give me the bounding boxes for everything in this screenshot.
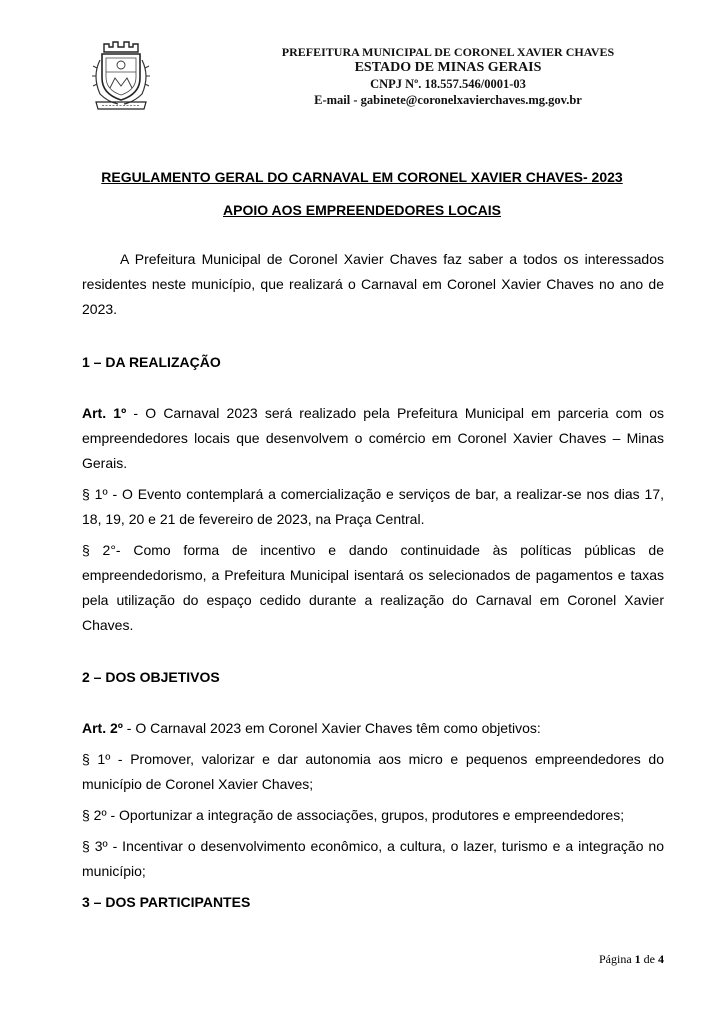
page-footer [599,952,664,967]
page-total: 4 [658,952,664,966]
section-heading-realizacao: 1 – DA REALIZAÇÃO [82,354,221,370]
municipality-name: PREFEITURA MUNICIPAL DE CORONEL XAVIER CHAVES [281,45,615,59]
article-label: Art. 2º [82,720,123,736]
page-label: Página [599,952,632,966]
article-text: - O Carnaval 2023 em Coronel Xavier Chaves têm como objetivos: [122,720,541,736]
document-body [82,247,664,941]
section-heading-objetivos: 2 – DOS OBJETIVOS [82,669,220,685]
state-name: ESTADO DE MINAS GERAIS [354,60,542,75]
article-2 [82,716,664,741]
article-1-paragraph-1: § 1º - O Evento contemplará a comercialização e serviços de bar, a realizar-se nos dias 17, 18, 19, 20 e 21 de fevereiro de 2023, na Praça Central. [82,486,664,527]
cnpj: CNPJ Nº. 18.557.546/0001-03 [370,77,526,91]
email: E-mail - gabinete@coronelxavierchaves.mg.gov.br [314,93,582,107]
article-1 [82,401,664,476]
document-title: REGULAMENTO GERAL DO CARNAVAL EM CORONEL XAVIER CHAVES- 2023 [101,169,623,185]
intro-paragraph: A Prefeitura Municipal de Coronel Xavier Chaves faz saber a todos os interessados residentes neste município, que realizará o Carnaval em Coronel Xavier Chaves no ano de 2023. [82,251,664,317]
article-2-paragraph-1: § 1º - Promover, valorizar e dar autonomia aos micro e pequenos empreendedores do município de Coronel Xavier Chaves; [82,751,664,792]
article-text: - O Carnaval 2023 será realizado pela Prefeitura Municipal em parceria com os empreendedores locais que desenvolvem o comércio em Coronel Xavier Chaves – Minas Gerais. [82,405,664,471]
page-sep: de [643,952,655,966]
page-current: 1 [634,952,641,966]
section-heading-participantes: 3 – DOS PARTICIPANTES [82,894,251,910]
coat-of-arms-icon [88,38,154,112]
article-2-paragraph-2: § 2º - Oportunizar a integração de associações, grupos, produtores e empreendedores; [82,807,625,823]
document-subtitle: APOIO AOS EMPREENDEDORES LOCAIS [223,202,501,218]
letterhead-text [208,44,688,108]
letterhead [88,30,678,110]
article-1-paragraph-2: § 2°- Como forma de incentivo e dando continuidade às políticas públicas de empreendedorismo, a Prefeitura Municipal isentará os selecionados de pagamentos e taxas pela utilização do espaço cedido durante a realização do Carnaval em Coronel Xavier Chaves. [82,542,664,633]
article-2-paragraph-3: § 3º - Incentivar o desenvolvimento econômico, a cultura, o lazer, turismo e a integração no município; [82,838,664,879]
article-label: Art. 1º [82,405,127,421]
